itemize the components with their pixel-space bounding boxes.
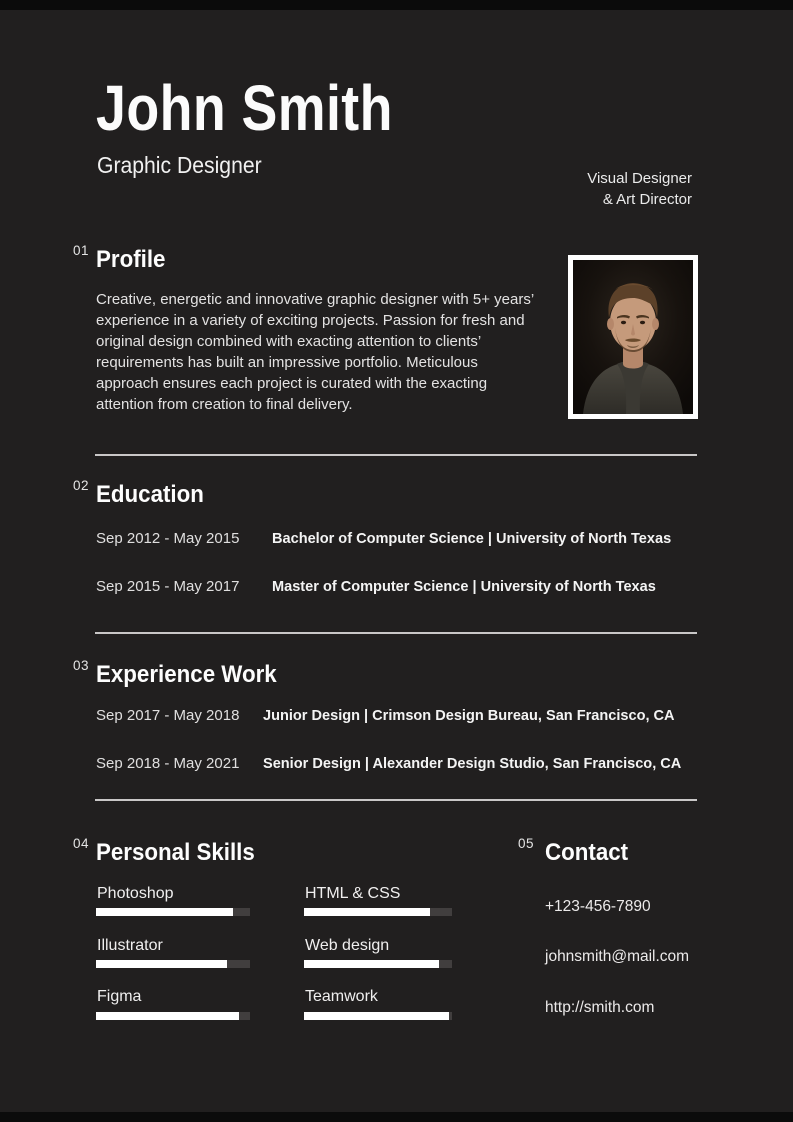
profile-text: Creative, energetic and innovative graphic designer with 5+ years’ experience in a variety of exciting projects. Passion for fresh and original design combined with exacting attention to clients’ requirements has built an impressive portfolio. Meticulous approach ensures each project is curated with the exacting attention from creation to final delivery.: [96, 291, 534, 413]
tagline-line1: Visual Designer: [587, 170, 692, 187]
section-number-profile: 01: [73, 243, 90, 258]
skill-label: Photoshop: [97, 885, 174, 902]
skill-bar-fill: [304, 1012, 449, 1020]
contact-phone: +123-456-7890: [545, 898, 651, 915]
section-title-experience: Experience Work: [96, 661, 277, 688]
education-period: Sep 2015 - May 2017: [96, 578, 240, 595]
skill-bar-fill: [96, 1012, 239, 1020]
education-detail: Master of Computer Science | University of North Texas: [272, 578, 657, 595]
divider-1: [95, 454, 697, 456]
divider-3: [95, 799, 697, 801]
section-title-skills: Personal Skills: [96, 839, 255, 866]
section-title-profile: Profile: [96, 246, 166, 273]
contact-email: johnsmith@mail.com: [545, 948, 690, 965]
portrait-photo: [568, 255, 698, 419]
skill-label: HTML & CSS: [305, 885, 401, 902]
skill-bar: [96, 1012, 250, 1020]
top-edge-bar: [0, 0, 793, 10]
skill-bar-fill: [304, 908, 430, 916]
skill-label: Figma: [97, 988, 142, 1005]
experience-detail: Senior Design | Alexander Design Studio, San Francisco, CA: [263, 755, 682, 772]
skill-bar-fill: [96, 960, 227, 968]
experience-row: [96, 755, 695, 773]
education-period: Sep 2012 - May 2015: [96, 530, 240, 547]
experience-period: Sep 2018 - May 2021: [96, 755, 240, 772]
education-row: [96, 578, 668, 596]
section-title-contact: Contact: [545, 839, 629, 866]
skill-bar: [304, 1012, 452, 1020]
skill-label: Web design: [305, 937, 390, 954]
role-subtitle: Graphic Designer: [97, 152, 262, 178]
skill-label: Teamwork: [305, 988, 378, 1005]
section-title-education: Education: [96, 481, 204, 508]
skill-bar-fill: [304, 960, 439, 968]
section-number-skills: 04: [73, 836, 90, 851]
skill-label: Illustrator: [97, 937, 163, 954]
skill-bar-fill: [96, 908, 233, 916]
section-number-education: 02: [73, 478, 90, 493]
experience-row: [96, 707, 688, 725]
page-title: John Smith: [96, 72, 393, 144]
skill-bar: [96, 908, 250, 916]
tagline-line2: & Art Director: [602, 191, 692, 208]
tagline: [587, 168, 692, 210]
education-detail: Bachelor of Computer Science | University of North Texas: [272, 530, 672, 547]
skill-bar: [304, 960, 452, 968]
skill-bar: [304, 908, 452, 916]
bottom-edge-bar: [0, 1112, 793, 1122]
contact-website: http://smith.com: [545, 999, 655, 1016]
education-row: [96, 530, 684, 548]
experience-detail: Junior Design | Crimson Design Bureau, San Francisco, CA: [263, 707, 676, 724]
section-number-contact: 05: [518, 836, 535, 851]
portrait-photo-illustration: [573, 260, 693, 414]
experience-period: Sep 2017 - May 2018: [96, 707, 240, 724]
skill-bar: [96, 960, 250, 968]
divider-2: [95, 632, 697, 634]
section-number-experience: 03: [73, 658, 90, 673]
